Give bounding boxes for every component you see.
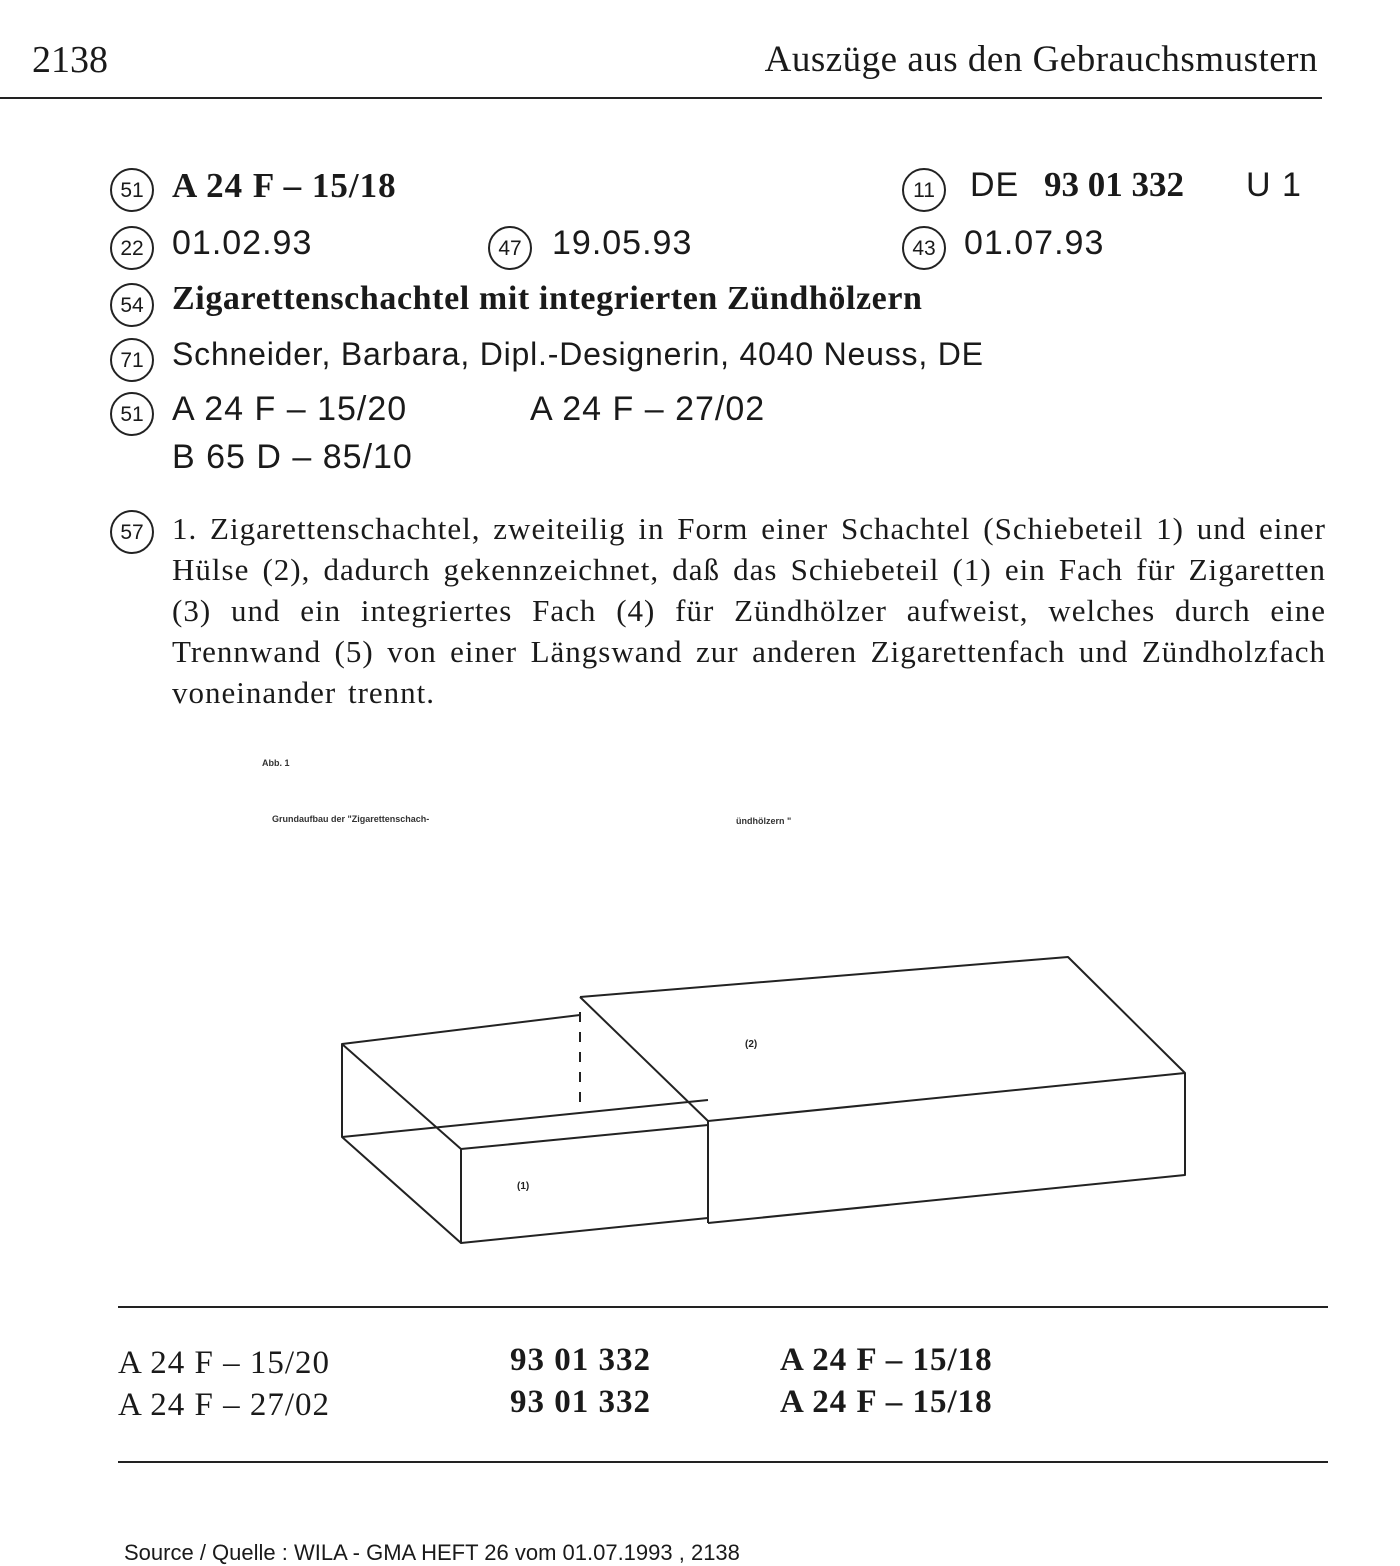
inid-code-11: 11 [902, 168, 946, 212]
inid-code-51-secondary: 51 [110, 392, 154, 436]
applicant: Schneider, Barbara, Dipl.-Designerin, 4040 Neuss, DE [172, 336, 984, 372]
page-number: 2138 [32, 39, 108, 81]
publication-prefix: DE [970, 166, 1020, 204]
publication-kind: U 1 [1246, 166, 1302, 204]
source-citation: Source / Quelle : WILA - GMA HEFT 26 vom 01.07.1993 , 2138 [124, 1540, 740, 1565]
side-classification-1: A 24 F – 15/20 [172, 390, 408, 428]
xref-side-class-1: A 24 F – 15/20 [118, 1345, 331, 1381]
xref-main-class-2: A 24 F – 15/18 [780, 1384, 993, 1420]
inid-code-43: 43 [902, 226, 946, 270]
inid-code-51: 51 [110, 168, 154, 212]
sleeve-outline [580, 957, 1185, 1223]
figure-caption-right: ündhölzern " [736, 816, 792, 826]
part-label-2: (2) [745, 1039, 758, 1050]
filing-date: 01.02.93 [172, 224, 313, 262]
side-classification-3: B 65 D – 85/10 [172, 438, 413, 476]
main-classification: A 24 F – 15/18 [172, 166, 397, 205]
xref-main-class-1: A 24 F – 15/18 [780, 1342, 993, 1378]
cross-reference-bottom-rule [118, 1461, 1328, 1463]
xref-number-1: 93 01 332 [510, 1342, 651, 1378]
tray-left-top-edge [342, 1044, 461, 1149]
xref-side-class-2: A 24 F – 27/02 [118, 1387, 331, 1423]
figure-caption-left: Grundaufbau der "Zigarettenschach- [272, 814, 430, 824]
publication-number: 93 01 332 [1044, 165, 1184, 204]
tray-inner-wall-line [342, 1100, 708, 1137]
sleeve-top-front-edge [708, 1073, 1185, 1121]
date-47: 19.05.93 [552, 224, 693, 262]
side-classification-2: A 24 F – 27/02 [530, 390, 766, 428]
claim-text: 1. Zigarettenschachtel, zweiteilig in Form einer Schachtel (Schiebeteil 1) und einer Hülse (2), dadurch gekennzeichnet, daß das Schiebeteil (1) ein Fach für Zigaretten (3) und ein integriertes Fach (4) für Zündhölzer aufweist, welches durch eine Trennwand (5) von einer Längswand zur anderen Zigarettenfach und Zündholzfach voneinander trennt. [172, 511, 1326, 710]
date-43: 01.07.93 [964, 224, 1105, 262]
xref-number-2: 93 01 332 [510, 1384, 651, 1420]
matchbox-drawing [330, 950, 1200, 1260]
inid-code-22: 22 [110, 226, 154, 270]
tray-outline [342, 1015, 708, 1243]
running-head: Auszüge aus den Gebrauchsmustern [764, 39, 1318, 80]
utility-model-title: Zigarettenschachtel mit integrierten Zündhölzern [172, 280, 923, 317]
cross-reference-top-rule [118, 1306, 1328, 1308]
part-label-1: (1) [517, 1181, 530, 1192]
tray-top-front-edge [461, 1125, 708, 1149]
figure-number-label: Abb. 1 [262, 758, 290, 768]
inid-code-57: 57 [110, 510, 154, 554]
header-rule [0, 97, 1322, 99]
inid-code-54: 54 [110, 283, 154, 327]
inid-code-71: 71 [110, 338, 154, 382]
inid-code-47: 47 [488, 226, 532, 270]
